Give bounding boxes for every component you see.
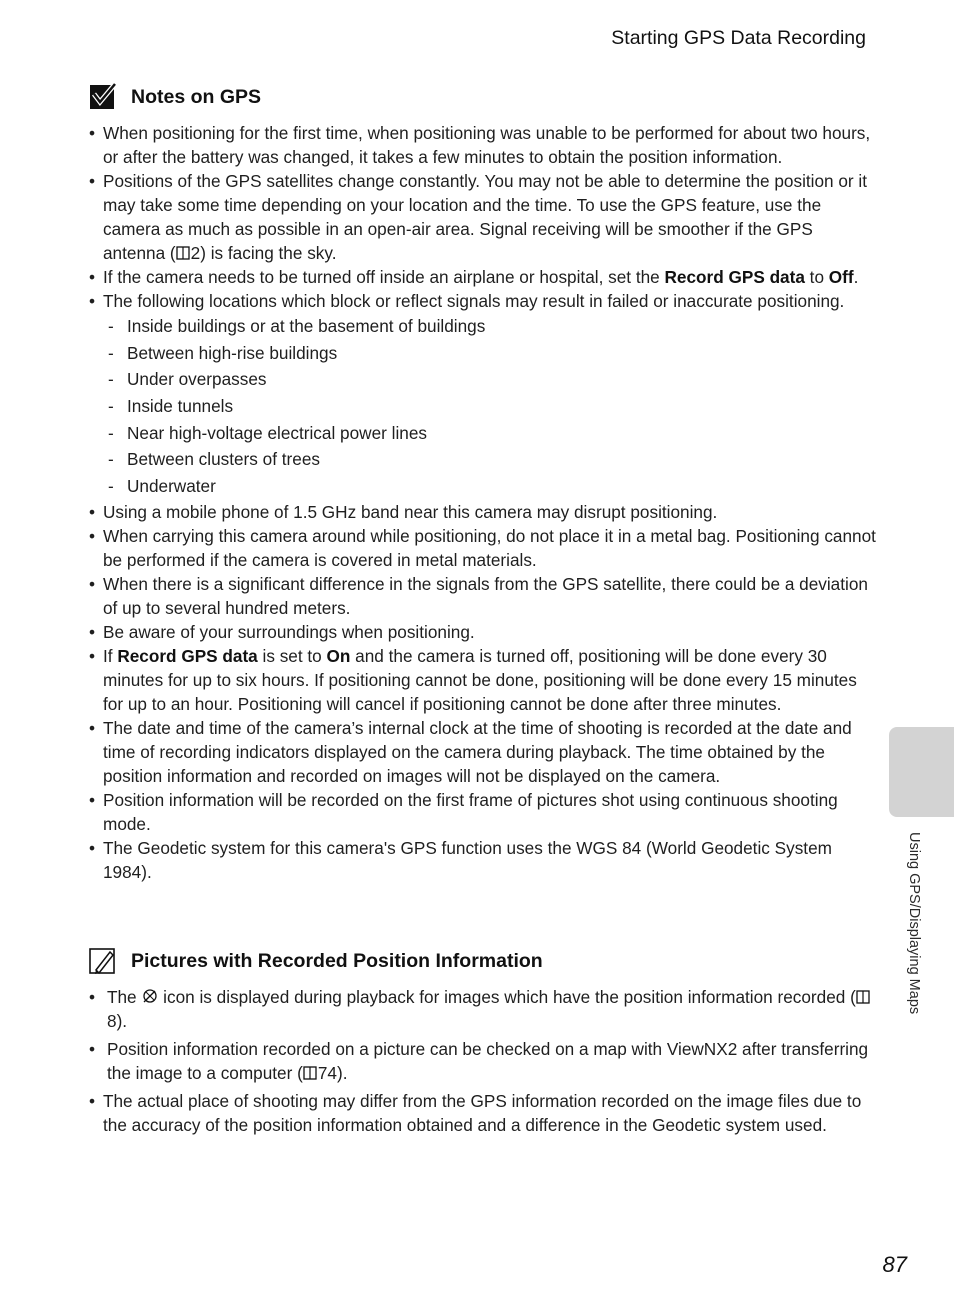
pictures-heading [88, 946, 543, 976]
sublist-item: - Underwater [108, 476, 216, 497]
sublist-item: - Near high-voltage electrical power lines [108, 422, 427, 443]
chapter-tab [889, 727, 954, 817]
chapter-label: Using GPS/Displaying Maps [906, 832, 922, 1015]
location-sublist [88, 313, 878, 500]
gps-position-icon [141, 988, 158, 1005]
list-item: • The actual place of shooting may differ from the GPS information recorded on the image files due to the accuracy of the position information obtained and a difference in the Geodetic system used. [89, 1091, 862, 1135]
list-item: • If the camera needs to be turned off inside an airplane or hospital, set the Record GPS data to Off. [89, 267, 859, 287]
pictures-title: Pictures with Recorded Position Information [131, 949, 543, 972]
list-item: • Using a mobile phone of 1.5 GHz band near this camera may disrupt positioning. [89, 501, 718, 522]
checkmark-note-icon [88, 82, 118, 112]
page-number: 87 [882, 1252, 907, 1277]
list-item: • The Geodetic system for this camera's GPS function uses the WGS 84 (World Geodetic System 1984). [89, 837, 832, 882]
notes-title: Notes on GPS [131, 85, 262, 108]
list-item: • The date and time of the camera’s internal clock at the time of shooting is recorded at the date and time of recording indicators displayed on the camera during playback. The time obtained by the position information and recorded on images will not be displayed on the camera. [89, 717, 852, 786]
running-header: Starting GPS Data Recording [611, 27, 866, 49]
list-item: • Position information recorded on a picture can be checked on a map with ViewNX2 after transferring the image to a computer ( 74). [89, 1039, 869, 1083]
sublist-item: - Between clusters of trees [108, 449, 320, 470]
list-item: • When positioning for the first time, when positioning was unable to be performed for about two hours, or after the battery was changed, it takes a few minutes to obtain the position information. [89, 123, 871, 167]
sublist-item: - Inside buildings or at the basement of buildings [108, 316, 486, 336]
list-item: • Positions of the GPS satellites change constantly. You may not be able to determine the position or it may take some time depending on your location and the time. To use the GPS feature, use the camera as much as possible in an open-air area. Signal receiving will be smoother if the GPS antenna ( 2) is facing the sky. [89, 171, 868, 263]
sublist-item: - Between high-rise buildings [108, 342, 338, 363]
list-item: • The following locations which block or reflect signals may result in failed or inaccurate positioning. - Inside buildings or at the basement of buildings - Between high-rise buildings - Under overpasses - Inside tunnels - Near high-voltage electrical power lines - Between clusters of trees - Underwater [88, 289, 878, 500]
sublist-item: - Under overpasses [108, 369, 267, 390]
notes-list [88, 121, 878, 884]
book-ref-icon [856, 990, 870, 1004]
notes-heading [88, 82, 261, 112]
sublist-item: - Inside tunnels [108, 396, 234, 417]
list-item: • When carrying this camera around while positioning, do not place it in a metal bag. Positioning cannot be performed if the camera is covered in metal materials. [89, 525, 876, 570]
pictures-list [88, 985, 878, 1141]
list-item: • If Record GPS data is set to On and the camera is turned off, positioning will be done every 30 minutes for up to six hours. If positioning cannot be done, positioning will be done every 15 minutes for up to an hour. Positioning will cancel if positioning cannot be done after three minutes. [89, 645, 857, 714]
list-item: • The icon is displayed during playback for images which have the position information recorded (8). [88, 985, 878, 1033]
list-item: • Be aware of your surroundings when positioning. [89, 621, 475, 642]
list-item: • When there is a significant difference in the signals from the GPS satellite, there could be a deviation of up to several hundred meters. [89, 573, 868, 618]
pencil-note-icon [88, 946, 118, 976]
book-ref-icon [303, 1066, 317, 1080]
book-ref-icon [176, 246, 190, 260]
list-item: • Position information will be recorded on the first frame of pictures shot using continuous shooting mode. [89, 789, 838, 834]
